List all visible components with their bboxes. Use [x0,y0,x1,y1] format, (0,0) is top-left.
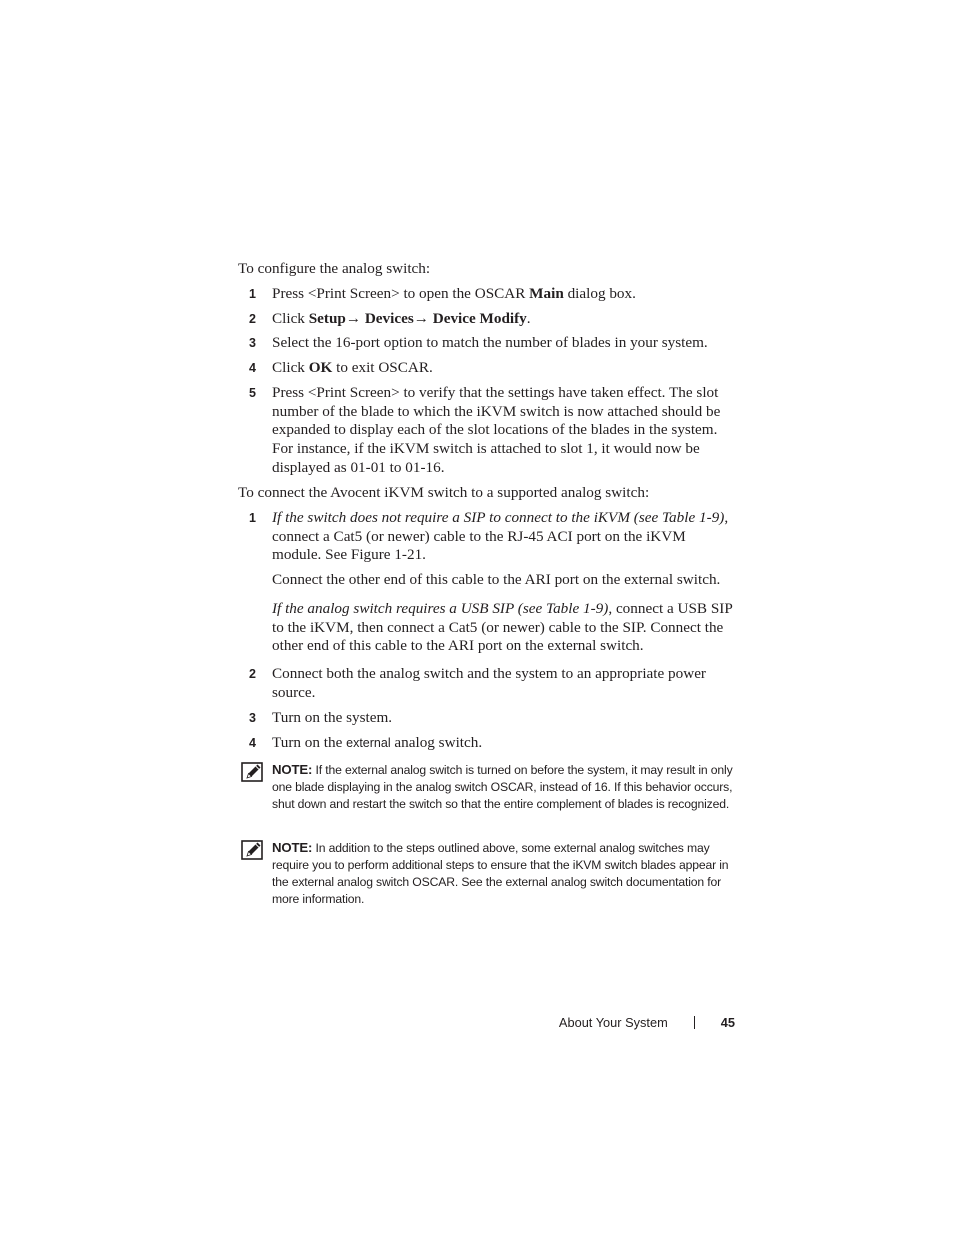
connect-step-1-detail: Connect the other end of this cable to the ARI port on the external switch. [272,571,721,588]
step-number: 1 [249,511,256,525]
ui-label-device-modify: Device Modify [432,310,527,327]
step-number: 3 [249,336,256,350]
pencil-icon [241,840,263,860]
arrow-icon: → [345,310,362,327]
ui-label-devices: Devices [364,310,414,327]
pencil-icon [241,762,263,782]
step-number: 2 [249,312,256,326]
note-label: NOTE: [272,840,313,855]
manual-page: To configure the analog switch: 1 Press <Print Screen> to open the OSCAR Main dialog box. 2 Click Setup→ Devices→ Device Modify. 3 Select the 16-port option to match the number of blades in your system. 4 Click OK to exit OSCAR. 5 Press <Print Screen> to verify that the settings have taken effect. The slot number of the blade to which the iKVM switch is now attached should be expanded to display each of the slot locations of the blades in the system. For instance, if the iKVM switch is attached to slot 1, it would now be displayed as 01-01 to 01-16. To connect the Avocent iKVM switch to a supported analog switch: 1 If the switch does not require a SIP to connect to the iKVM (see Table 1-9), connect a Cat5 (or newer) cable to the RJ-45 ACI port on the iKVM module. See Figure 1-21. Connect the other end of this cable to the ARI port on the external switch. If the analog switch requires a USB SIP (see Table 1-9), connect a USB SIP to the iKVM, then connect a Cat5 (or newer) cable to the SIP. Connect the other end of this cable to the ARI port on the external switch. 2 Connect both the analog switch and the system to an appropriate power source. 3 Turn on the system. 4 Turn on the external analog switch. NOTE: If the external analog switch is turned on before the system, it may result in only one blade displaying in the analog switch OSCAR, instead of 16. If this behavior occurs, shut down and restart the switch so that the entire complement of blades is recognized. NOTE: In addition to the steps outlined above, some external analog switches may require you to perform additional steps to ensure that the iKVM switch blades appear in the external analog switch OSCAR. See the external analog switch documentation for more information. About Your System 45 [0,0,954,1235]
step-number: 4 [249,736,256,750]
page-footer [559,1014,735,1032]
ui-label-ok: OK [308,359,333,376]
step-number: 2 [249,667,256,681]
arrow-icon: → [413,310,429,327]
step-number: 5 [249,386,256,400]
intro-connect: To connect the Avocent iKVM switch to a supported analog switch: [238,484,650,501]
step-number: 3 [249,711,256,725]
ui-label-setup: Setup [308,310,346,327]
footer-section-title: About Your System [558,1015,668,1030]
intro-configure: To configure the analog switch: [238,260,431,277]
ui-label-main: Main [529,285,564,302]
note-label: NOTE: [272,762,313,777]
page-number: 45 [720,1015,735,1030]
connect-step-1-usb-sip: If the analog switch requires a USB SIP (see Table 1-9), connect a USB SIP to the iKVM, then connect a Cat5 (or newer) cable to the SIP. Connect the other end of this cable to the ARI port on the external switch. [272,600,733,655]
footer-divider [694,1016,695,1029]
step-number: 4 [249,361,256,375]
step-number: 1 [249,287,256,301]
